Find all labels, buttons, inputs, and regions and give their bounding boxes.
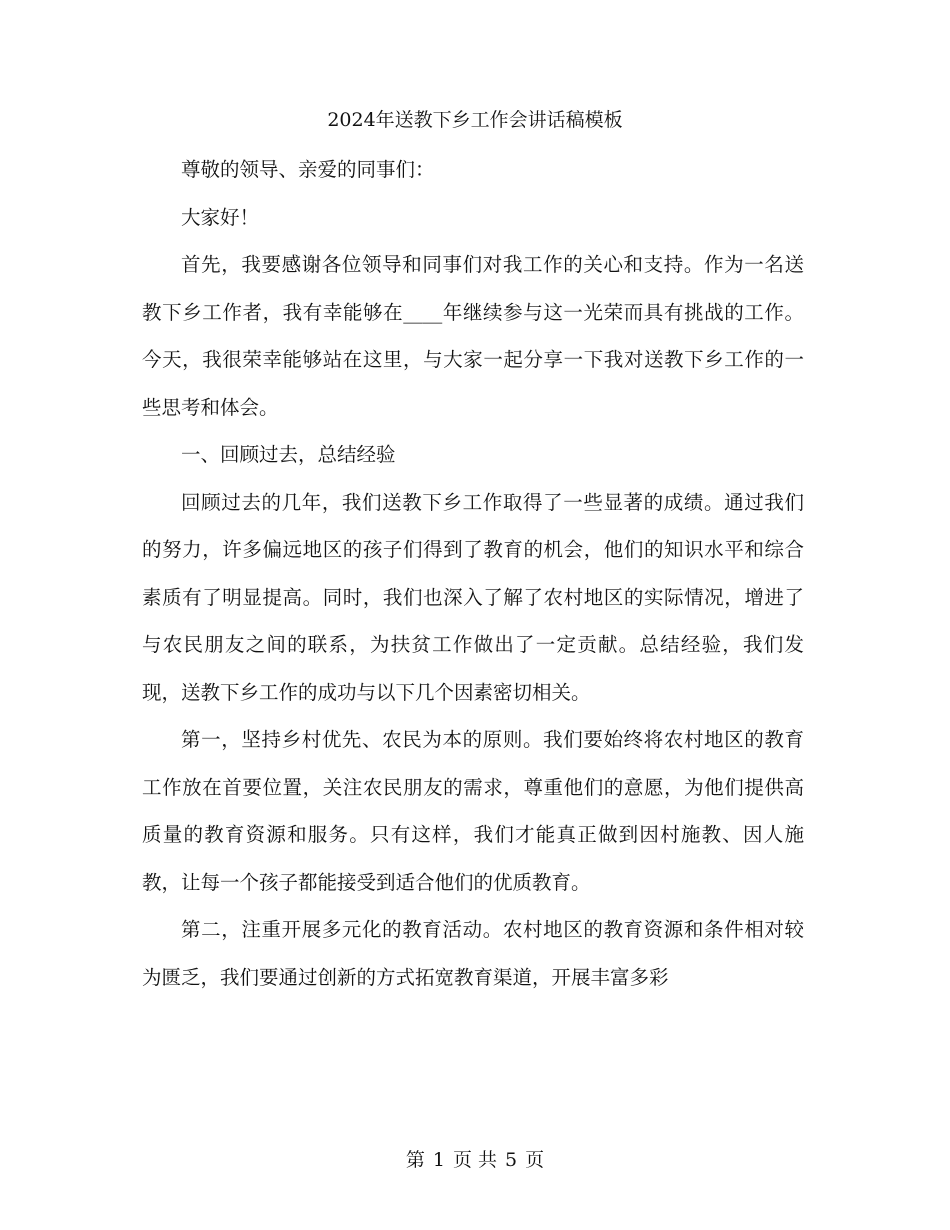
footer-mid: 页 共	[452, 1149, 498, 1171]
paragraph-point-2: 第二，注重开展多元化的教育活动。农村地区的教育资源和条件相对较为匮乏，我们要通过创新的方式拓宽教育渠道，开展丰富多彩	[142, 918, 804, 989]
section-heading-1: 一、回顾过去，总结经验	[181, 443, 396, 466]
paragraph-intro: 首先，我要感谢各位领导和同事们对我工作的关心和支持。作为一名送教下乡工作者，我有幸能够在____年继续参与这一光荣而具有挑战的工作。今天，我很荣幸能够站在这里，与大家一起分享一下我对送教下乡工作的一些思考和体会。	[142, 253, 804, 419]
footer-prefix: 第	[405, 1149, 425, 1171]
salutation: 尊敬的领导、亲爱的同事们：	[181, 158, 435, 181]
paragraph-point-1: 第一，坚持乡村优先、农民为本的原则。我们要始终将农村地区的教育工作放在首要位置，关注农民朋友的需求，尊重他们的意愿，为他们提供高质量的教育资源和服务。只有这样，我们才能真正做到因村施教、因人施教，让每一个孩子都能接受到适合他们的优质教育。	[142, 728, 804, 894]
page-footer	[0, 1146, 950, 1174]
document-body	[142, 146, 804, 1001]
footer-total-pages: 5	[505, 1149, 518, 1171]
footer-suffix: 页	[525, 1149, 545, 1171]
document-title: 2024年送教下乡工作会讲话稿模板	[327, 109, 623, 131]
paragraph-review: 回顾过去的几年，我们送教下乡工作取得了一些显著的成绩。通过我们的努力，许多偏远地区的孩子们得到了教育的机会，他们的知识水平和综合素质有了明显提高。同时，我们也深入了解了农村地区的实际情况，增进了与农民朋友之间的联系，为扶贫工作做出了一定贡献。总结经验，我们发现，送教下乡工作的成功与以下几个因素密切相关。	[142, 490, 804, 704]
footer-current-page: 1	[432, 1149, 445, 1171]
greeting: 大家好！	[181, 205, 260, 229]
